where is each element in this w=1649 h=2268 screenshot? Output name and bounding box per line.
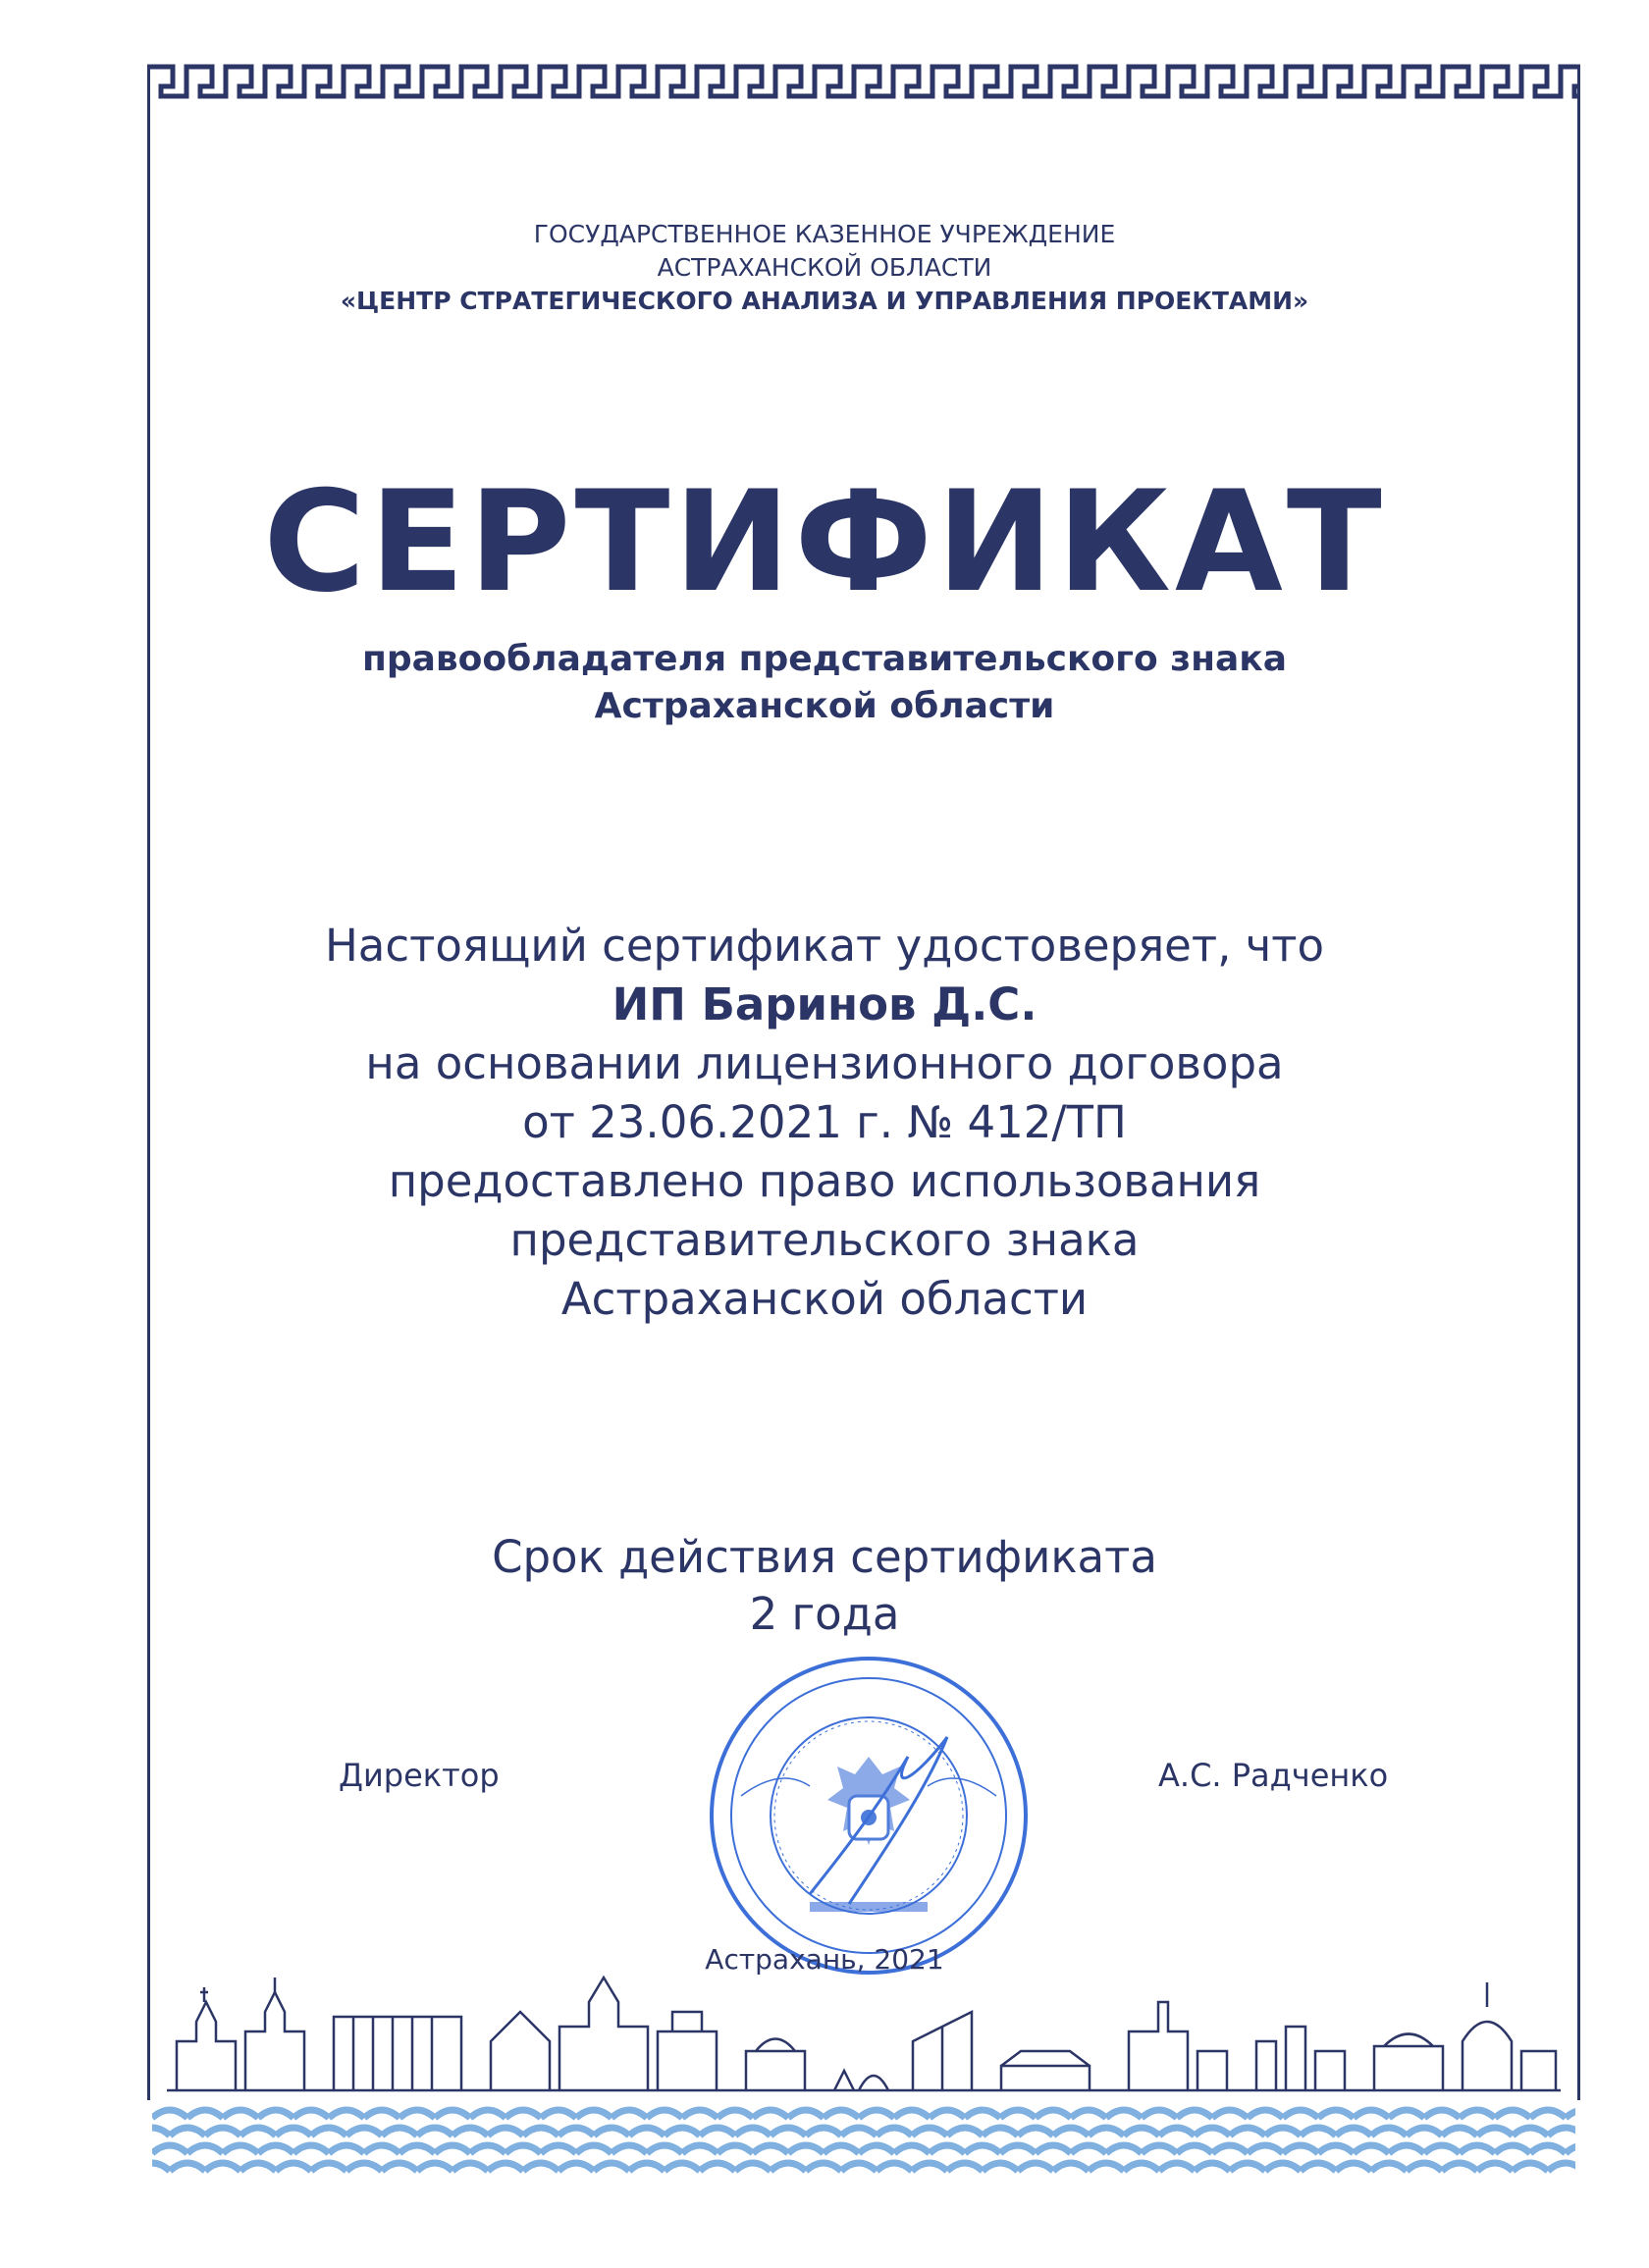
official-seal-stamp: [702, 1649, 1036, 1982]
certificate-title: СЕРТИФИКАТ: [263, 461, 1386, 623]
issuer-line-1: ГОСУДАРСТВЕННОЕ КАЗЕННОЕ УЧРЕЖДЕНИЕ: [533, 220, 1116, 248]
body-line-1: Настоящий сертификат удостоверяет, что: [324, 920, 1325, 972]
subtitle-line-1: правообладателя представительского знака: [361, 639, 1288, 679]
validity-label: Срок действия сертификата: [492, 1531, 1157, 1583]
validity-block: [0, 1529, 1649, 1643]
body-line-4: от 23.06.2021 г. № 412/ТП: [522, 1096, 1127, 1148]
issuer-line-2: АСТРАХАНСКОЙ ОБЛАСТИ: [657, 253, 992, 282]
issuer-organization: [0, 218, 1649, 318]
subtitle-line-2: Астраханской области: [594, 686, 1055, 726]
certificate-subtitle: [0, 636, 1649, 730]
validity-value: 2 года: [749, 1588, 900, 1640]
body-line-6: представительского знака: [509, 1214, 1140, 1266]
body-line-7: Астраханской области: [560, 1273, 1089, 1325]
body-line-3: на основании лицензионного договора: [365, 1037, 1284, 1089]
decorative-waves: [152, 2100, 1575, 2189]
issuer-line-3: «ЦЕНТР СТРАТЕГИЧЕСКОГО АНАЛИЗА И УПРАВЛЕНИЯ ПРОЕКТАМИ»: [340, 287, 1309, 315]
holder-name: ИП Баринов Д.С.: [612, 978, 1037, 1030]
signatory-name: А.С. Радченко: [1158, 1757, 1389, 1794]
signatory-role: Директор: [339, 1757, 500, 1794]
certificate-body: [0, 917, 1649, 1329]
body-line-5: предоставлено право использования: [388, 1155, 1261, 1207]
city-and-year: Астрахань, 2021: [705, 1943, 944, 1976]
city-skyline-illustration: [167, 1973, 1561, 2100]
